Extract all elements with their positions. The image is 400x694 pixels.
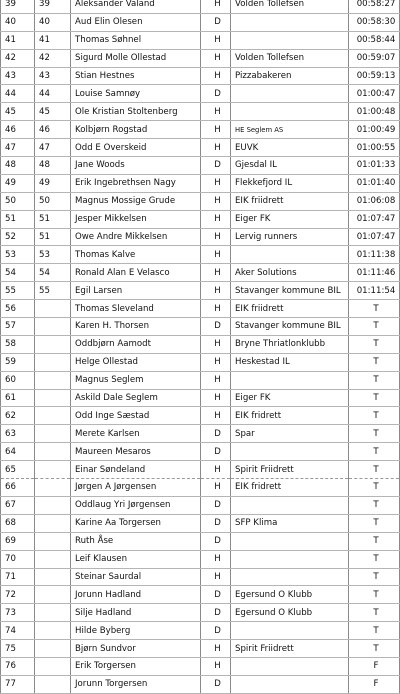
place-cell: 75 [1, 640, 35, 658]
place-cell: 57 [1, 318, 35, 336]
name-cell: Jane Woods [71, 157, 201, 175]
gender-cell: H [201, 49, 231, 67]
club-cell: Spar [231, 425, 349, 443]
table-row [1, 604, 400, 622]
time-cell: 01:01:33 [349, 157, 400, 175]
table-row [1, 640, 400, 658]
name-cell: Merete Karlsen [71, 425, 201, 443]
club-cell: Lervig runners [231, 228, 349, 246]
gender-cell: D [201, 675, 231, 693]
place-cell: 50 [1, 192, 35, 210]
place-cell: 43 [1, 67, 35, 85]
club-cell [231, 568, 349, 586]
time-cell: 01:00:49 [349, 121, 400, 139]
place-cell: 60 [1, 371, 35, 389]
place-cell: 71 [1, 568, 35, 586]
time-cell: 01:00:47 [349, 85, 400, 103]
table-row [1, 675, 400, 693]
bib-cell: 42 [35, 49, 71, 67]
results-rows [1, 0, 400, 693]
gender-cell: D [201, 532, 231, 550]
table-row [1, 67, 400, 85]
name-cell: Karen H. Thorsen [71, 318, 201, 336]
place-cell: 44 [1, 85, 35, 103]
bib-cell: 53 [35, 246, 71, 264]
gender-cell: H [201, 335, 231, 353]
bib-cell: 47 [35, 139, 71, 157]
table-row [1, 371, 400, 389]
time-cell: T [349, 389, 400, 407]
time-cell: T [349, 479, 400, 497]
gender-cell: D [201, 443, 231, 461]
club-cell: SFP Klima [231, 514, 349, 532]
time-cell: T [349, 407, 400, 425]
time-cell: T [349, 604, 400, 622]
place-cell: 55 [1, 282, 35, 300]
table-row [1, 407, 400, 425]
club-cell: Bryne Thriatlonklubb [231, 335, 349, 353]
name-cell: Thomas Sleveland [71, 300, 201, 318]
gender-cell: H [201, 103, 231, 121]
bib-cell [35, 496, 71, 514]
table-row [1, 514, 400, 532]
gender-cell: D [201, 13, 231, 31]
gender-cell: D [201, 318, 231, 336]
table-row [1, 49, 400, 67]
table-row [1, 13, 400, 31]
place-cell: 51 [1, 210, 35, 228]
club-cell: Stavanger kommune BIL [231, 318, 349, 336]
name-cell: Silje Hadland [71, 604, 201, 622]
bib-cell [35, 318, 71, 336]
name-cell: Egil Larsen [71, 282, 201, 300]
place-cell: 46 [1, 121, 35, 139]
name-cell: Jørgen A Jørgensen [71, 479, 201, 497]
club-cell [231, 103, 349, 121]
gender-cell: H [201, 67, 231, 85]
name-cell: Erik Ingebrethsen Nagy [71, 174, 201, 192]
table-row [1, 210, 400, 228]
time-cell: T [349, 335, 400, 353]
gender-cell: H [201, 228, 231, 246]
club-cell: EUVK [231, 139, 349, 157]
name-cell: Magnus Seglem [71, 371, 201, 389]
bib-cell: 48 [35, 157, 71, 175]
club-cell [231, 532, 349, 550]
gender-cell: H [201, 174, 231, 192]
place-cell: 59 [1, 353, 35, 371]
gender-cell: H [201, 31, 231, 49]
gender-cell: H [201, 461, 231, 479]
bib-cell [35, 622, 71, 640]
place-cell: 73 [1, 604, 35, 622]
table-row [1, 550, 400, 568]
time-cell: 01:07:47 [349, 210, 400, 228]
bib-cell: 51 [35, 210, 71, 228]
name-cell: Ole Kristian Stoltenberg [71, 103, 201, 121]
name-cell: Karine Aa Torgersen [71, 514, 201, 532]
table-row [1, 85, 400, 103]
bib-cell [35, 586, 71, 604]
time-cell: 01:11:38 [349, 246, 400, 264]
place-cell: 70 [1, 550, 35, 568]
club-cell: EIK fridrett [231, 407, 349, 425]
club-cell: Aker Solutions [231, 264, 349, 282]
time-cell: F [349, 675, 400, 693]
name-cell: Magnus Mossige Grude [71, 192, 201, 210]
name-cell: Owe Andre Mikkelsen [71, 228, 201, 246]
table-row [1, 228, 400, 246]
name-cell: Askild Dale Seglem [71, 389, 201, 407]
time-cell: T [349, 496, 400, 514]
time-cell: T [349, 300, 400, 318]
club-cell: EIK fridrett [231, 479, 349, 497]
gender-cell: H [201, 192, 231, 210]
time-cell: T [349, 353, 400, 371]
table-row [1, 479, 400, 497]
place-cell: 76 [1, 657, 35, 675]
time-cell: 01:11:54 [349, 282, 400, 300]
place-cell: 66 [1, 479, 35, 497]
place-cell: 49 [1, 174, 35, 192]
table-row [1, 586, 400, 604]
club-cell: Spirit Friidrett [231, 461, 349, 479]
bib-cell [35, 425, 71, 443]
name-cell: Jorunn Torgersen [71, 675, 201, 693]
bib-cell [35, 335, 71, 353]
name-cell: Bjørn Sundvor [71, 640, 201, 658]
bib-cell: 40 [35, 13, 71, 31]
club-cell: EIK friidrett [231, 300, 349, 318]
club-cell [231, 371, 349, 389]
name-cell: Thomas Kalve [71, 246, 201, 264]
bib-cell: 41 [35, 31, 71, 49]
place-cell: 63 [1, 425, 35, 443]
name-cell: Jesper Mikkelsen [71, 210, 201, 228]
time-cell: 00:59:07 [349, 49, 400, 67]
name-cell: Erik Torgersen [71, 657, 201, 675]
club-cell: HE Seglem AS [231, 121, 349, 139]
bib-cell [35, 353, 71, 371]
table-row [1, 335, 400, 353]
time-cell: T [349, 586, 400, 604]
bib-cell: 46 [35, 121, 71, 139]
place-cell: 77 [1, 675, 35, 693]
gender-cell: H [201, 407, 231, 425]
gender-cell: H [201, 0, 231, 13]
time-cell: 00:58:27 [349, 0, 400, 13]
name-cell: Oddlaug Yri Jørgensen [71, 496, 201, 514]
bib-cell [35, 371, 71, 389]
bib-cell [35, 479, 71, 497]
bib-cell: 43 [35, 67, 71, 85]
gender-cell: D [201, 514, 231, 532]
gender-cell: D [201, 586, 231, 604]
time-cell: T [349, 425, 400, 443]
name-cell: Jorunn Hadland [71, 586, 201, 604]
gender-cell: H [201, 264, 231, 282]
gender-cell: D [201, 496, 231, 514]
bib-cell [35, 640, 71, 658]
place-cell: 65 [1, 461, 35, 479]
table-row [1, 282, 400, 300]
time-cell: 00:58:44 [349, 31, 400, 49]
bib-cell: 55 [35, 282, 71, 300]
club-cell: Eiger FK [231, 389, 349, 407]
bib-cell: 49 [35, 174, 71, 192]
name-cell: Sigurd Molle Ollestad [71, 49, 201, 67]
name-cell: Odd E Overskeid [71, 139, 201, 157]
name-cell: Ruth Åse [71, 532, 201, 550]
place-cell: 41 [1, 31, 35, 49]
club-cell: Eiger FK [231, 210, 349, 228]
table-row [1, 103, 400, 121]
gender-cell: H [201, 371, 231, 389]
club-cell: Egersund O Klubb [231, 586, 349, 604]
club-cell [231, 622, 349, 640]
gender-cell: D [201, 425, 231, 443]
place-cell: 54 [1, 264, 35, 282]
table-row [1, 264, 400, 282]
table-row [1, 443, 400, 461]
club-cell [231, 550, 349, 568]
time-cell: 01:00:48 [349, 103, 400, 121]
table-row [1, 622, 400, 640]
club-cell [231, 246, 349, 264]
time-cell: T [349, 443, 400, 461]
table-row [1, 157, 400, 175]
table-row [1, 657, 400, 675]
name-cell: Thomas Søhnel [71, 31, 201, 49]
name-cell: Steinar Saurdal [71, 568, 201, 586]
bib-cell [35, 550, 71, 568]
bib-cell: 45 [35, 103, 71, 121]
name-cell: Louise Samnøy [71, 85, 201, 103]
place-cell: 69 [1, 532, 35, 550]
name-cell: Hilde Byberg [71, 622, 201, 640]
bib-cell [35, 389, 71, 407]
name-cell: Helge Ollestad [71, 353, 201, 371]
gender-cell: D [201, 157, 231, 175]
time-cell: T [349, 532, 400, 550]
time-cell: T [349, 568, 400, 586]
table-row [1, 121, 400, 139]
place-cell: 58 [1, 335, 35, 353]
time-cell: 01:01:40 [349, 174, 400, 192]
place-cell: 52 [1, 228, 35, 246]
club-cell [231, 13, 349, 31]
gender-cell: H [201, 389, 231, 407]
name-cell: Leif Klausen [71, 550, 201, 568]
bib-cell [35, 568, 71, 586]
time-cell: T [349, 461, 400, 479]
bib-cell: 51 [35, 228, 71, 246]
bib-cell [35, 657, 71, 675]
time-cell: 01:06:08 [349, 192, 400, 210]
time-cell: 00:59:13 [349, 67, 400, 85]
gender-cell: H [201, 568, 231, 586]
table-row [1, 532, 400, 550]
club-cell: Stavanger kommune BIL [231, 282, 349, 300]
table-row [1, 425, 400, 443]
place-cell: 47 [1, 139, 35, 157]
club-cell [231, 496, 349, 514]
place-cell: 42 [1, 49, 35, 67]
gender-cell: H [201, 282, 231, 300]
place-cell: 62 [1, 407, 35, 425]
bib-cell [35, 300, 71, 318]
bib-cell [35, 407, 71, 425]
table-row [1, 318, 400, 336]
name-cell: Ronald Alan E Velasco [71, 264, 201, 282]
gender-cell: D [201, 622, 231, 640]
club-cell [231, 657, 349, 675]
place-cell: 45 [1, 103, 35, 121]
gender-cell: H [201, 550, 231, 568]
name-cell: Stian Hestnes [71, 67, 201, 85]
time-cell: T [349, 318, 400, 336]
time-cell: F [349, 657, 400, 675]
time-cell: T [349, 371, 400, 389]
time-cell: 01:00:55 [349, 139, 400, 157]
table-row [1, 461, 400, 479]
time-cell: T [349, 550, 400, 568]
club-cell: Volden Tollefsen [231, 49, 349, 67]
gender-cell: H [201, 300, 231, 318]
time-cell: 01:07:47 [349, 228, 400, 246]
bib-cell: 54 [35, 264, 71, 282]
name-cell: Aleksander Valand [71, 0, 201, 13]
club-cell: EIK friidrett [231, 192, 349, 210]
table-row [1, 300, 400, 318]
bib-cell [35, 604, 71, 622]
place-cell: 40 [1, 13, 35, 31]
name-cell: Aud Elin Olesen [71, 13, 201, 31]
club-cell: Flekkefjord IL [231, 174, 349, 192]
club-cell: Spirit Friidrett [231, 640, 349, 658]
time-cell: 01:11:46 [349, 264, 400, 282]
club-cell [231, 443, 349, 461]
place-cell: 72 [1, 586, 35, 604]
name-cell: Einar Søndeland [71, 461, 201, 479]
club-cell: Heskestad IL [231, 353, 349, 371]
club-cell: Egersund O Klubb [231, 604, 349, 622]
table-row [1, 389, 400, 407]
gender-cell: H [201, 640, 231, 658]
place-cell: 53 [1, 246, 35, 264]
table-row [1, 0, 400, 13]
table-row [1, 139, 400, 157]
name-cell: Maureen Mesaros [71, 443, 201, 461]
place-cell: 61 [1, 389, 35, 407]
time-cell: T [349, 640, 400, 658]
bib-cell: 44 [35, 85, 71, 103]
gender-cell: H [201, 246, 231, 264]
bib-cell [35, 443, 71, 461]
time-cell: 00:58:30 [349, 13, 400, 31]
bib-cell [35, 461, 71, 479]
gender-cell: H [201, 121, 231, 139]
club-cell [231, 85, 349, 103]
place-cell: 74 [1, 622, 35, 640]
bib-cell [35, 675, 71, 693]
gender-cell: H [201, 657, 231, 675]
bib-cell: 50 [35, 192, 71, 210]
club-cell: Pizzabakeren [231, 67, 349, 85]
table-row [1, 246, 400, 264]
table-row [1, 31, 400, 49]
gender-cell: H [201, 353, 231, 371]
gender-cell: H [201, 139, 231, 157]
bib-cell: 39 [35, 0, 71, 13]
club-cell [231, 31, 349, 49]
place-cell: 48 [1, 157, 35, 175]
table-row [1, 192, 400, 210]
time-cell: T [349, 514, 400, 532]
gender-cell: D [201, 604, 231, 622]
bib-cell [35, 514, 71, 532]
place-cell: 68 [1, 514, 35, 532]
table-row [1, 353, 400, 371]
club-cell: Gjesdal IL [231, 157, 349, 175]
table-row [1, 174, 400, 192]
gender-cell: H [201, 479, 231, 497]
table-row [1, 496, 400, 514]
table-row [1, 568, 400, 586]
time-cell: T [349, 622, 400, 640]
gender-cell: D [201, 85, 231, 103]
name-cell: Oddbjørn Aamodt [71, 335, 201, 353]
place-cell: 67 [1, 496, 35, 514]
name-cell: Kolbjørn Rogstad [71, 121, 201, 139]
name-cell: Odd Inge Sæstad [71, 407, 201, 425]
bib-cell [35, 532, 71, 550]
club-cell: Volden Tollefsen [231, 0, 349, 13]
place-cell: 64 [1, 443, 35, 461]
club-cell [231, 675, 349, 693]
place-cell: 39 [1, 0, 35, 13]
gender-cell: H [201, 210, 231, 228]
place-cell: 56 [1, 300, 35, 318]
